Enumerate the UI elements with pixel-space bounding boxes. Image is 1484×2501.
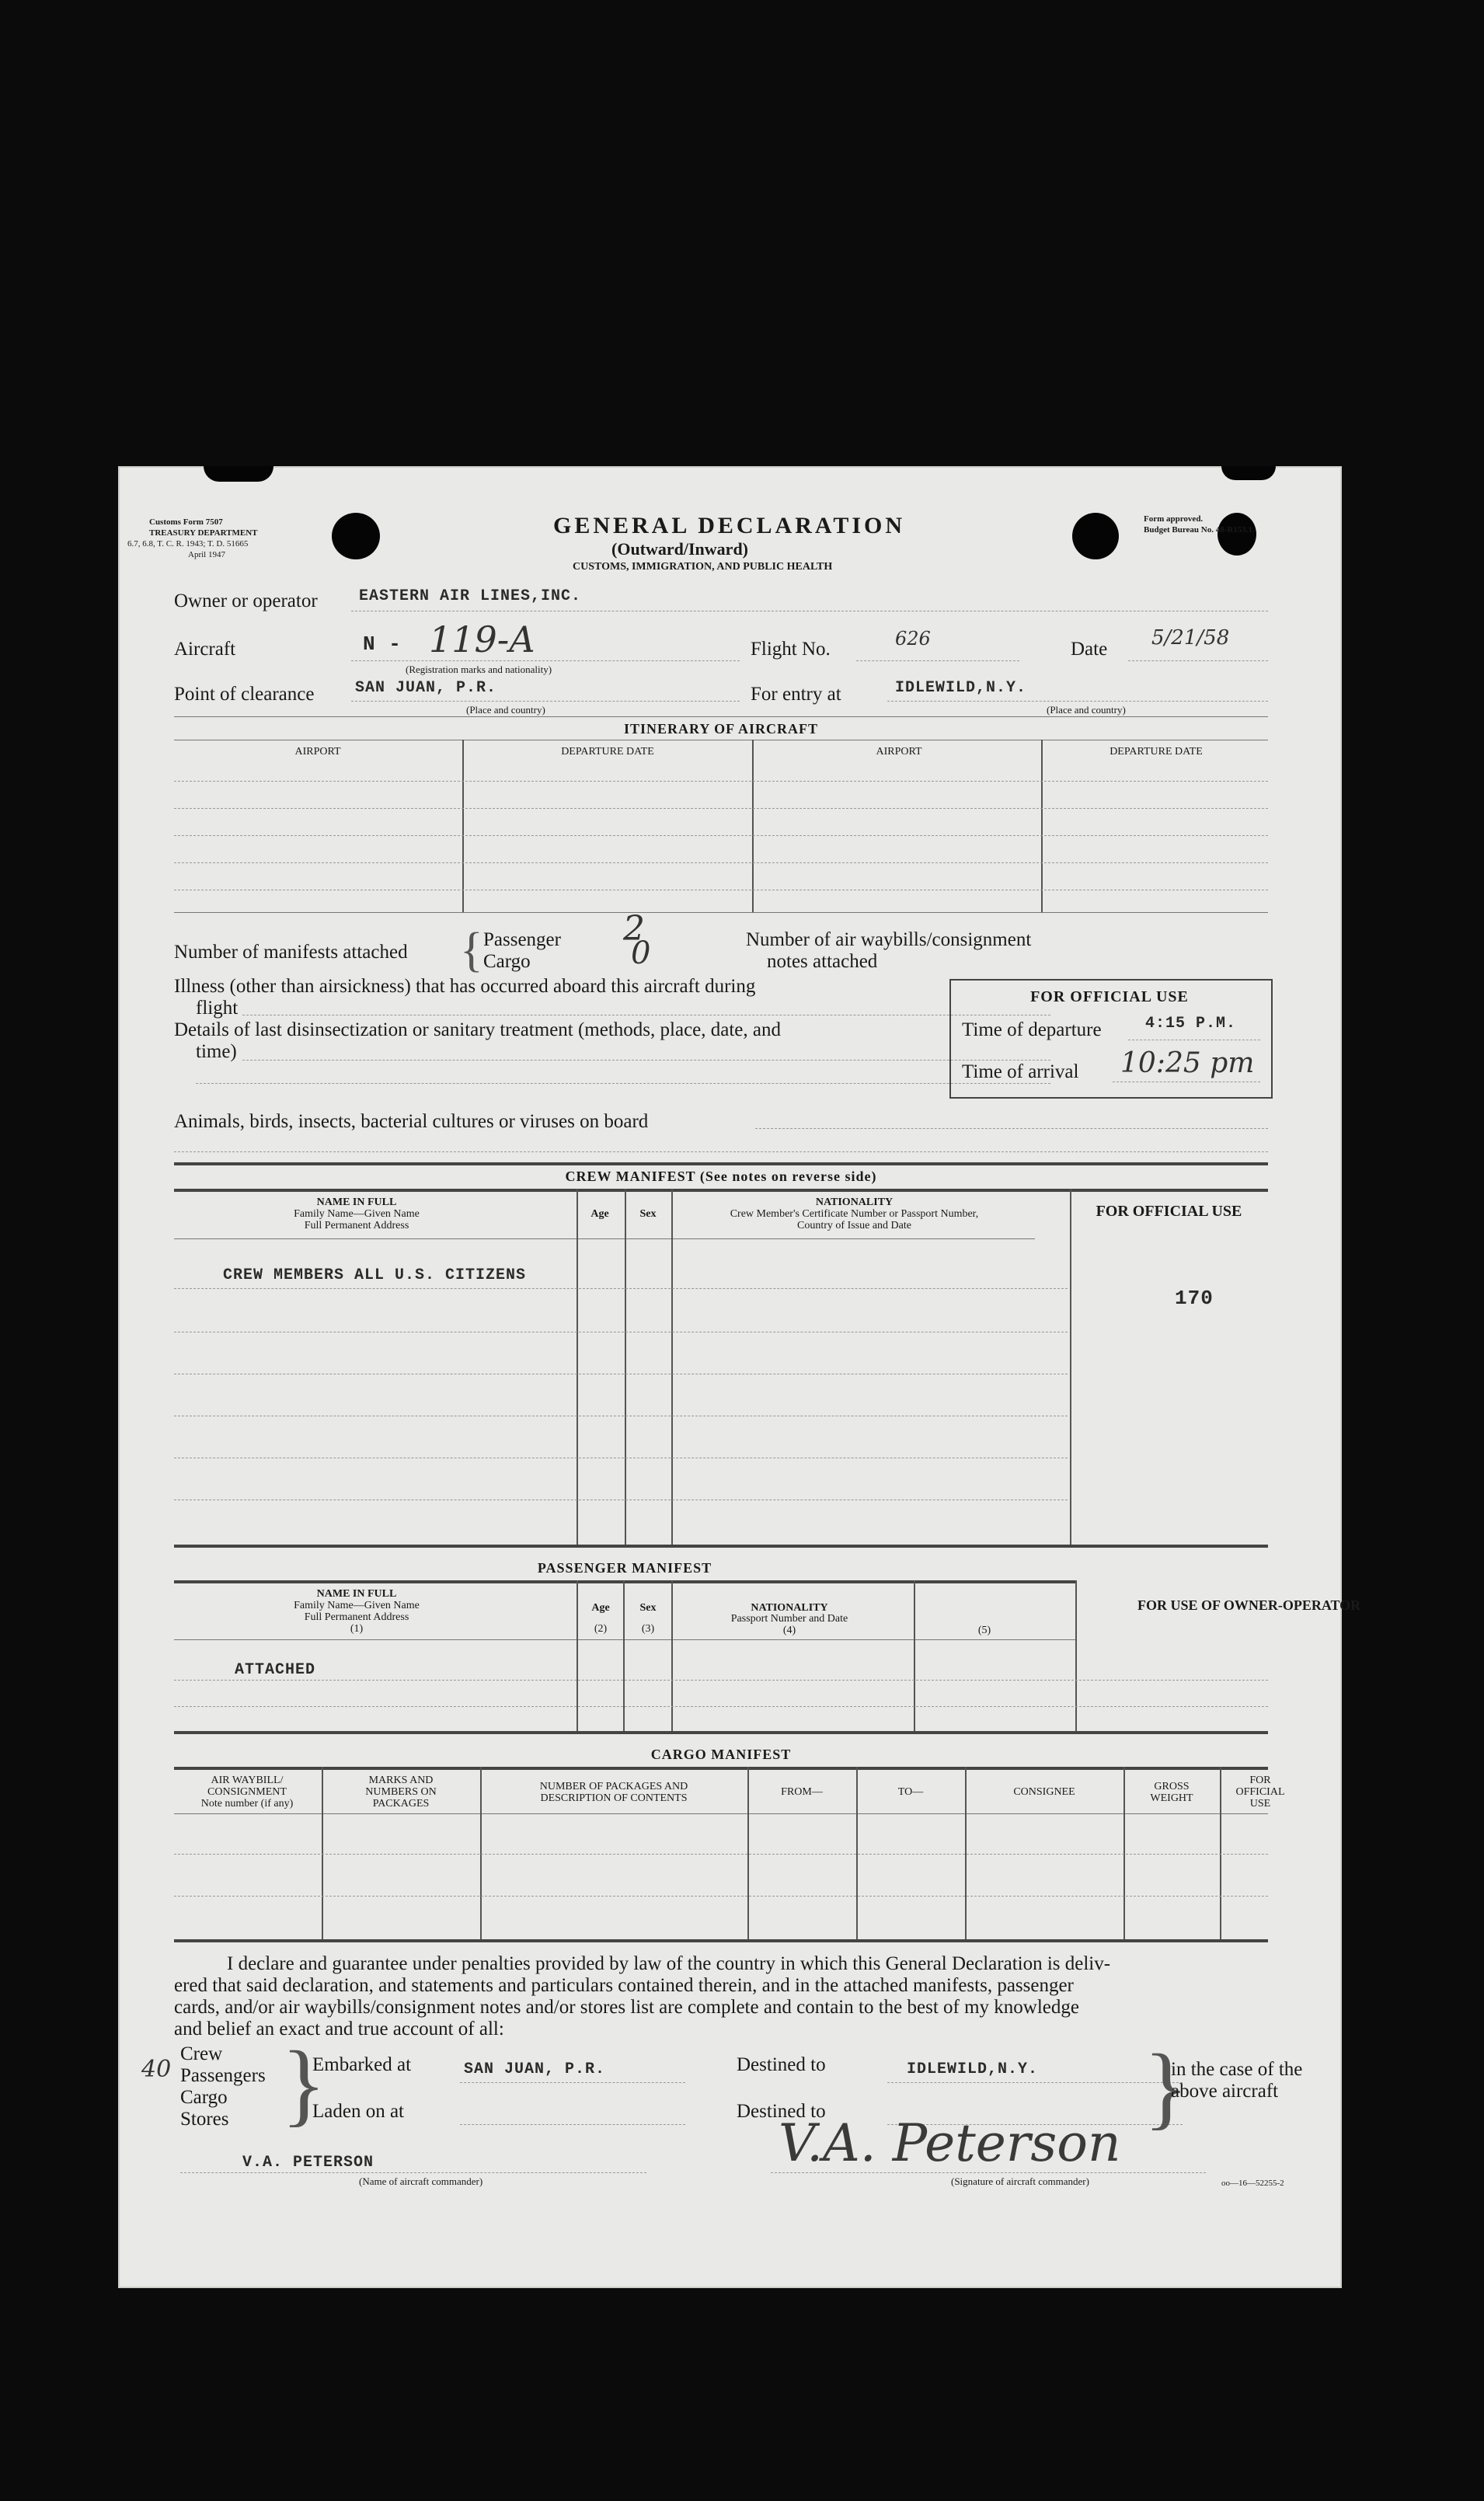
form-subtitle: (Outward/Inward) [611,539,749,559]
passenger-divider-sex [671,1580,673,1733]
illness-label-2: flight [196,998,239,1019]
owner-label: Owner or operator [174,590,318,611]
animals-label: Animals, birds, insects, bacterial cultures or viruses on board [174,1111,649,1132]
cargo-row-1 [174,1854,1268,1855]
crew-divider-name [577,1189,578,1546]
form-id-4: April 1947 [188,550,225,559]
crew-col-age: Age [590,1208,609,1220]
aircraft-value[interactable]: 119-A [429,618,535,660]
official-use-title: FOR OFFICIAL USE [1030,988,1189,1005]
entry-value[interactable]: IDLEWILD,N.Y. [895,679,1027,697]
passenger-col-sex-n: (3) [641,1623,655,1635]
budget-line-2: Budget Bureau No. 48-R153.1. [1144,525,1255,535]
crew-col-nat-2: Crew Member's Certificate Number or Passport Number, [730,1208,979,1220]
passenger-col-name-3: Full Permanent Address [304,1611,409,1623]
passenger-head-rule [174,1580,1075,1583]
passenger-col-5: (5) [977,1625,991,1636]
passenger-bottom-rule [174,1731,1268,1734]
passenger-col-rule [174,1639,1075,1640]
crew-top-rule [174,1162,1268,1165]
form-title: GENERAL DECLARATION [553,513,906,538]
disinsect-label-2: time) [196,1041,237,1062]
laden-line [460,2124,685,2125]
crew-col-nat-1: NATIONALITY [815,1197,894,1208]
cargo-col-waybill-2: CONSIGNMENT [207,1786,287,1798]
manifests-brace: { [460,924,483,977]
cargo-col-from: FROM— [781,1786,823,1798]
laden-label: Laden on at [312,2101,405,2122]
date-line [1128,660,1268,661]
declaration-cargo: Cargo [180,2087,228,2108]
cargo-bottom-rule [174,1939,1268,1942]
itinerary-row-1 [174,781,1268,782]
cargo-col-marks-3: PACKAGES [372,1798,430,1810]
aircraft-prefix: N - [363,632,402,656]
destined-value[interactable]: IDLEWILD,N.Y. [907,2060,1039,2078]
crew-divider-official [1070,1189,1071,1546]
embarked-line [460,2082,685,2083]
arrival-time-label: Time of arrival [962,1061,1079,1082]
passenger-col-sex: Sex [639,1602,657,1614]
crew-col-name-2: Family Name—Given Name [294,1208,420,1220]
crew-manifest-title: CREW MANIFEST (See notes on reverse side) [565,1169,877,1184]
embarked-value[interactable]: SAN JUAN, P.R. [464,2060,606,2078]
itinerary-row-3 [174,835,1268,836]
passenger-col-nat-2: Passport Number and Date [730,1613,848,1625]
passenger-value[interactable]: 2 [623,909,645,949]
destined-label: Destined to [737,2054,826,2075]
crew-col-name-3: Full Permanent Address [304,1220,409,1231]
itinerary-col-airport-1: AIRPORT [294,746,341,758]
commander-line [180,2172,646,2173]
print-code: oo—16—52255-2 [1221,2179,1284,2188]
departure-time-label: Time of departure [962,1019,1102,1040]
itinerary-row-2 [174,808,1268,809]
crew-col-name-1: NAME IN FULL [316,1197,397,1208]
cargo-col-marks-1: MARKS AND [368,1775,434,1786]
passenger-col-nat-1: NATIONALITY [751,1602,828,1614]
form-id-3: 6.7, 6.8, T. C. R. 1943; T. D. 51665 [127,539,249,549]
cargo-col-marks-2: NUMBERS ON [365,1786,437,1798]
case-brace: } [1144,2035,1189,2138]
cargo-col-consignee: CONSIGNEE [1013,1786,1075,1798]
crew-divider-sex [671,1189,673,1546]
crew-entry[interactable]: CREW MEMBERS ALL U.S. CITIZENS [223,1266,527,1284]
case-line-1: in the case of the [1171,2059,1303,2080]
cargo-col-rule [174,1813,1268,1814]
cargo-col-official-2: OFFICIAL [1235,1786,1285,1798]
crew-col-rule [174,1238,1035,1239]
crew-col-official: FOR OFFICIAL USE [1096,1203,1242,1220]
flight-label: Flight No. [751,639,831,660]
illness-label-1: Illness (other than airsickness) that has occurred aboard this aircraft during [174,976,756,997]
cargo-manifest-title: CARGO MANIFEST [650,1747,792,1762]
signature-line [771,2172,1206,2173]
itinerary-bottom-rule [174,912,1268,913]
cargo-col-official-1: FOR [1249,1775,1271,1786]
form-id-1: Customs Form 7507 [149,517,223,527]
clearance-value[interactable]: SAN JUAN, P.R. [355,679,497,697]
declaration-line-3: cards, and/or air waybills/consignment notes and/or stores list are complete and contain to the best of my knowledge [174,1997,1079,2018]
animals-line [755,1128,1268,1129]
cargo-col-waybill-3: Note number (if any) [200,1798,294,1810]
passenger-divider-nat [914,1580,915,1733]
budget-line-1: Form approved. [1144,514,1204,524]
passenger-col-owner: FOR USE OF OWNER-OPERATOR [1137,1597,1361,1613]
commander-signature[interactable]: V.A. Peterson [779,2113,1121,2173]
margin-note: 40 [141,2056,172,2083]
passenger-row-2 [174,1706,1268,1707]
passenger-label: Passenger [483,929,561,950]
flight-line [856,660,1019,661]
departure-time-value[interactable]: 4:15 P.M. [1145,1015,1237,1033]
itinerary-row-4 [174,862,1268,863]
clearance-label: Point of clearance [174,684,315,705]
punch-hole-top-right [1221,466,1276,480]
declaration-line-4: and belief an exact and true account of all: [174,2019,504,2039]
cargo-label: Cargo [483,951,531,972]
entry-note: (Place and country) [1047,704,1126,716]
arrival-time-value[interactable]: 10:25 pm [1120,1047,1255,1079]
crew-official-number[interactable]: 170 [1175,1287,1214,1310]
clearance-line [351,701,740,702]
case-line-2: above aircraft [1171,2081,1279,2102]
cargo-value[interactable]: 0 [631,935,651,971]
itinerary-divider-3 [1041,740,1043,912]
cargo-row-2 [174,1896,1268,1897]
commander-note: (Name of aircraft commander) [359,2175,483,2187]
passenger-col-age-n: (2) [594,1623,608,1635]
cargo-col-weight-1: GROSS [1154,1781,1190,1792]
itinerary-col-date-1: DEPARTURE DATE [561,746,654,758]
destined-label-2: Destined to [737,2101,826,2122]
crew-row-1 [174,1288,1068,1289]
entry-line [887,701,1268,702]
cargo-col-waybill-1: AIR WAYBILL/ [211,1775,284,1786]
passenger-entry[interactable]: ATTACHED [235,1661,316,1679]
cargo-col-official-3: USE [1249,1798,1271,1810]
punch-hole-top [204,466,273,482]
cargo-col-packages-2: DESCRIPTION OF CONTENTS [540,1792,688,1804]
cargo-col-weight-2: WEIGHT [1150,1792,1193,1804]
aircraft-note: (Registration marks and nationality) [406,664,552,675]
crew-divider-age [625,1189,626,1546]
itinerary-title: ITINERARY OF AIRCRAFT [623,721,819,737]
passenger-col-name-1: NAME IN FULL [316,1588,397,1600]
passenger-col-age: Age [591,1602,610,1614]
declaration-form [118,466,1361,2288]
declaration-line-2: ered that said declaration, and statements and particulars contained therein, and in the attached manifests, passenger [174,1975,1074,1996]
passenger-col-name-4: (1) [350,1623,364,1635]
animals-line-2 [174,1151,1268,1152]
cargo-col-to: TO— [897,1786,924,1798]
crew-col-sex: Sex [639,1208,657,1220]
declaration-brace: } [281,2032,326,2135]
passenger-divider-name [577,1580,578,1733]
itinerary-col-airport-2: AIRPORT [876,746,922,758]
cargo-head-rule [174,1767,1268,1770]
passenger-col-nat-n: (4) [782,1625,796,1636]
crew-col-nat-3: Country of Issue and Date [797,1220,911,1231]
crew-head-rule [174,1189,1268,1192]
flight-value[interactable]: 626 [895,628,931,650]
destined-line [887,2082,1183,2083]
date-value[interactable]: 5/21/58 [1151,626,1230,650]
cargo-col-packages-1: NUMBER OF PACKAGES AND [539,1781,688,1792]
disinsect-label-1: Details of last disinsectization or sanitary treatment (methods, place, date, and [174,1019,781,1040]
itinerary-col-date-2: DEPARTURE DATE [1110,746,1203,758]
itinerary-top-rule [174,716,1268,717]
declaration-stores: Stores [180,2109,229,2130]
waybills-label-2: notes attached [767,951,878,972]
declaration-crew: Crew [180,2043,223,2064]
embarked-label: Embarked at [312,2054,412,2075]
form-id-2: TREASURY DEPARTMENT [149,528,258,538]
aircraft-line [351,660,740,661]
crew-bottom-rule [174,1545,1268,1548]
disinsect-line-2 [196,1083,1050,1084]
punch-hole-left [332,513,380,559]
declaration-passengers: Passengers [180,2065,266,2086]
declaration-line-1: I declare and guarantee under penalties provided by law of the country in which this General Declaration is deliv- [227,1953,1111,1974]
disinsect-line-1 [242,1060,1050,1061]
itinerary-divider-1 [462,740,464,912]
signature-note: (Signature of aircraft commander) [951,2175,1089,2187]
entry-label: For entry at [751,684,841,705]
punch-hole-right [1072,513,1119,559]
aircraft-label: Aircraft [174,639,236,660]
passenger-manifest-title: PASSENGER MANIFEST [537,1560,712,1576]
commander-name[interactable]: V.A. PETERSON [242,2154,374,2172]
itinerary-divider-2 [752,740,754,912]
manifests-number-label: Number of manifests attached [174,942,408,963]
passenger-divider-age [623,1580,625,1733]
date-label: Date [1071,639,1108,660]
waybills-label-1: Number of air waybills/consignment [746,929,1032,950]
owner-value[interactable]: EASTERN AIR LINES,INC. [359,587,582,605]
passenger-row-1 [174,1680,1268,1681]
passenger-col-name-2: Family Name—Given Name [294,1600,420,1611]
form-subtitle-2: CUSTOMS, IMMIGRATION, AND PUBLIC HEALTH [573,561,833,573]
passenger-divider-5 [1075,1580,1077,1733]
clearance-note: (Place and country) [466,704,545,716]
